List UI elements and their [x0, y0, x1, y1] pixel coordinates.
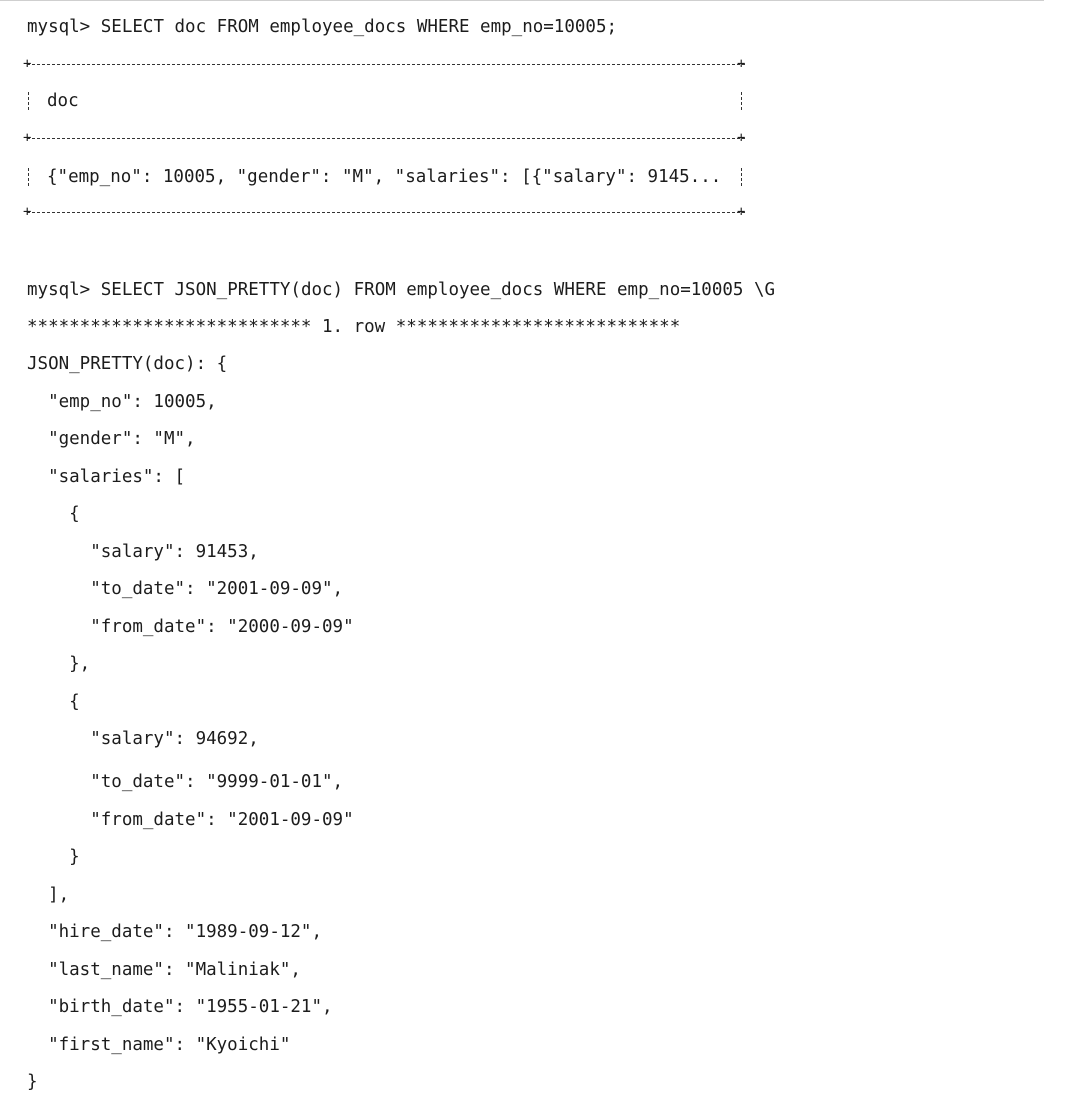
table-corner: +: [23, 130, 32, 146]
table-cell-doc: {"emp_no": 10005, "gender": "M", "salaries": [{"salary": 9145...: [47, 167, 722, 187]
table-border-top: [27, 64, 745, 66]
json-line: "salaries": [: [27, 467, 186, 487]
mysql-prompt: mysql>: [27, 17, 91, 37]
query1-command-line: [27, 16, 617, 38]
table-column-separator: [741, 168, 743, 186]
json-line: "to_date": "2001-09-09",: [27, 579, 344, 599]
json-line: "gender": "M",: [27, 429, 196, 449]
table-corner: +: [23, 56, 32, 72]
sql-command: SELECT doc FROM employee_docs WHERE emp_no=10005;: [100, 17, 618, 37]
json-line: "last_name": "Maliniak",: [27, 960, 301, 980]
table-column-separator: [741, 92, 743, 110]
sql-command: SELECT JSON_PRETTY(doc) FROM employee_docs WHERE emp_no=10005 \G: [100, 280, 776, 300]
json-line: "emp_no": 10005,: [27, 392, 217, 412]
json-line: "from_date": "2000-09-09": [27, 617, 354, 637]
table-column-separator: [28, 92, 30, 110]
json-line: "to_date": "9999-01-01",: [27, 772, 344, 792]
json-line: ],: [27, 885, 70, 905]
table-border-bottom: [27, 212, 745, 214]
json-line: "salary": 91453,: [27, 542, 259, 562]
row-banner: *************************** 1. row ***************************: [27, 317, 681, 337]
json-line: "salary": 94692,: [27, 729, 259, 749]
json-line: "hire_date": "1989-09-12",: [27, 922, 323, 942]
mysql-prompt: mysql>: [27, 280, 91, 300]
json-line: {: [27, 504, 80, 524]
table-corner: +: [737, 204, 746, 220]
query2-command-line: [27, 279, 775, 301]
json-line: {: [27, 692, 80, 712]
json-line: },: [27, 654, 91, 674]
json-line: JSON_PRETTY(doc): {: [27, 354, 228, 374]
table-corner: +: [23, 204, 32, 220]
table-corner: +: [737, 130, 746, 146]
table-column-separator: [28, 168, 30, 186]
table-header-doc: doc: [47, 91, 79, 111]
json-line: "from_date": "2001-09-09": [27, 810, 354, 830]
table-corner: +: [737, 56, 746, 72]
terminal-output[interactable]: [23, 0, 1057, 1100]
json-line: }: [27, 1072, 38, 1092]
json-line: "first_name": "Kyoichi": [27, 1035, 291, 1055]
json-line: "birth_date": "1955-01-21",: [27, 997, 333, 1017]
json-line: }: [27, 847, 80, 867]
table-border-mid: [27, 138, 745, 140]
